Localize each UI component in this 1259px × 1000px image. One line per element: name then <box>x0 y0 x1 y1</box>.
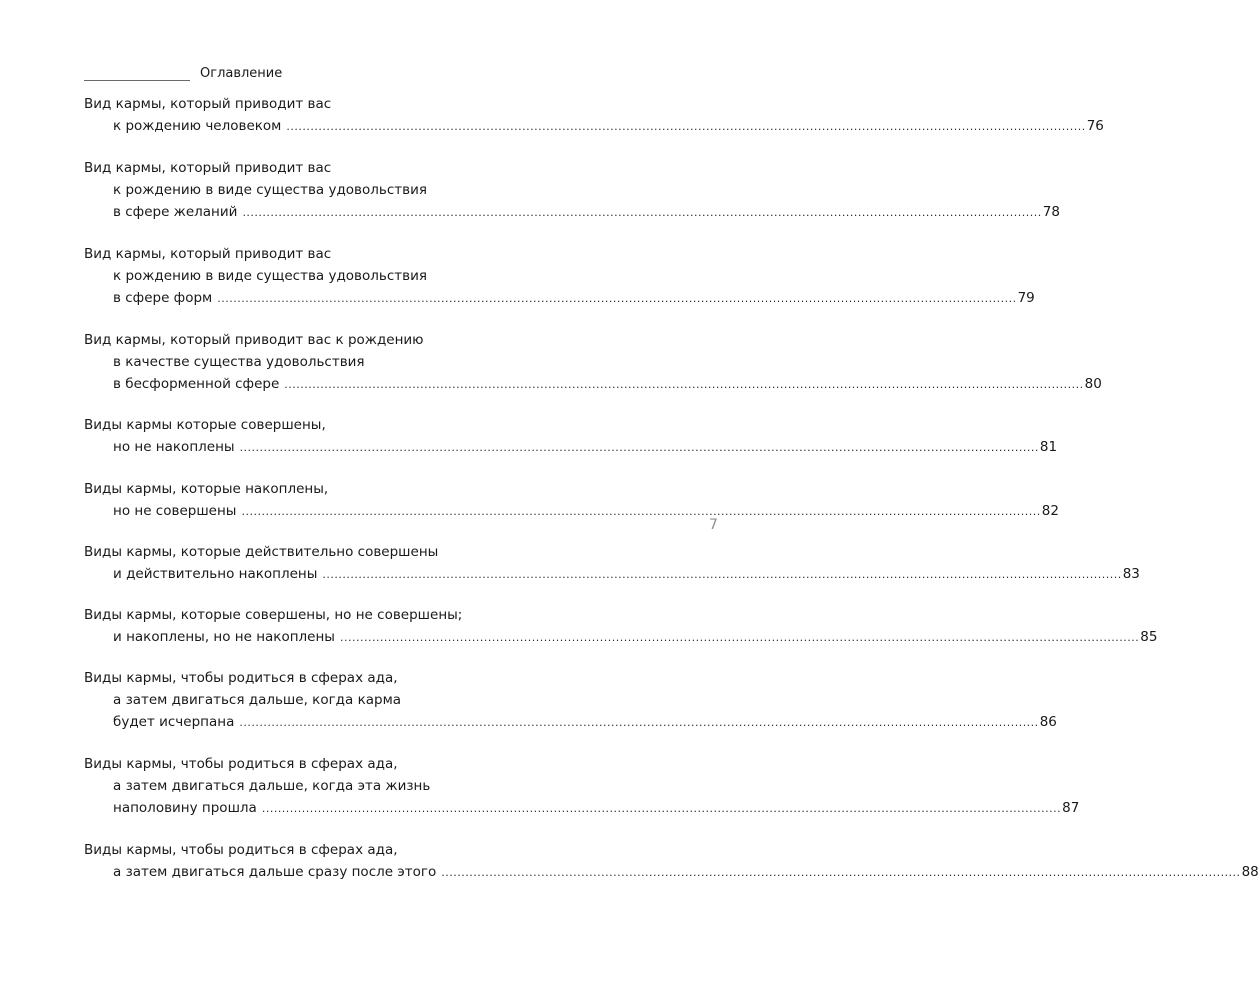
toc-entry-text: Виды кармы, чтобы родиться в сферах ада, <box>84 756 398 772</box>
toc-entry-text: будет исчерпана <box>113 714 235 730</box>
toc-entry-text: Вид кармы, который приводит вас <box>84 96 332 112</box>
toc-entry-line <box>84 775 636 797</box>
toc-entry-text: к рождению в виде существа удовольствия <box>113 268 428 284</box>
toc-entry-line <box>84 115 1104 137</box>
toc-entry-line <box>84 797 1080 819</box>
toc-page-number: 86 <box>1039 714 1057 730</box>
toc-page-number: 80 <box>1084 376 1102 392</box>
toc-entry-line <box>84 839 636 861</box>
toc-entry-line <box>84 711 1057 733</box>
running-header <box>84 64 282 84</box>
toc-entry-text: Виды кармы которые совершены, <box>84 417 326 433</box>
toc-entry-text: в качестве существа удовольствия <box>113 354 365 370</box>
toc-entry[interactable] <box>84 753 1080 819</box>
dot-leader: ........................................................................................................................................................................................................ <box>242 206 1042 219</box>
toc-entry-line <box>84 287 1035 309</box>
toc-entry-text: Вид кармы, который приводит вас к рождению <box>84 332 424 348</box>
toc-entry[interactable] <box>84 541 1140 585</box>
toc-entry-text: в сфере форм <box>113 290 213 306</box>
toc-entry-line <box>84 541 636 563</box>
dot-leader: ........................................................................................................................................................................................................ <box>239 716 1039 729</box>
toc-page-number: 83 <box>1122 566 1140 582</box>
toc-entry-text: в бесформенной сфере <box>113 376 280 392</box>
toc-entry-line <box>84 500 1059 522</box>
toc-entry-text: Вид кармы, который приводит вас <box>84 246 332 262</box>
dot-leader: ........................................................................................................................................................................................................ <box>239 441 1039 454</box>
dot-leader: ........................................................................................................................................................................................................ <box>217 292 1017 305</box>
toc-entry-line <box>84 861 1259 883</box>
toc-entry[interactable] <box>84 667 1057 733</box>
header-title: Оглавление <box>200 66 283 81</box>
toc-page-number: 79 <box>1017 290 1035 306</box>
toc-entry-line <box>84 626 1158 648</box>
toc-entry-line <box>84 329 636 351</box>
toc-entry-line <box>84 689 636 711</box>
toc-entry-text: Виды кармы, чтобы родиться в сферах ада, <box>84 670 398 686</box>
toc-page-number: 76 <box>1086 118 1104 134</box>
toc-entry-text: Виды кармы, которые накоплены, <box>84 481 329 497</box>
toc-entry-line <box>84 157 636 179</box>
header-rule <box>84 80 190 81</box>
dot-leader: ........................................................................................................................................................................................................ <box>241 505 1041 518</box>
toc-entry-line <box>84 667 636 689</box>
toc-entry-text: но не совершены <box>113 503 237 519</box>
toc-entry-line <box>84 436 1058 458</box>
toc-entry-line <box>84 351 636 373</box>
toc-entry-text: в сфере желаний <box>113 204 238 220</box>
toc-page-number: 82 <box>1041 503 1059 519</box>
toc-entry-text: а затем двигаться дальше сразу после этого <box>113 864 437 880</box>
toc-entry-text: Виды кармы, чтобы родиться в сферах ада, <box>84 842 398 858</box>
toc-page-number: 88 <box>1241 864 1259 880</box>
toc-entry-text: Вид кармы, который приводит вас <box>84 160 332 176</box>
toc-entry[interactable] <box>84 93 1104 137</box>
toc-entry[interactable] <box>84 604 1158 648</box>
toc-page-number: 78 <box>1042 204 1060 220</box>
toc-entry-line <box>84 93 636 115</box>
toc-entry-line <box>84 243 636 265</box>
dot-leader: ........................................................................................................................................................................................................ <box>286 120 1086 133</box>
toc-entry[interactable] <box>84 414 1058 458</box>
dot-leader: ........................................................................................................................................................................................................ <box>339 631 1140 644</box>
toc-page-number: 85 <box>1140 629 1158 645</box>
toc-entry-text: а затем двигаться дальше, когда карма <box>113 692 402 708</box>
toc-entry-line <box>84 201 1060 223</box>
toc-entry-text: Виды кармы, которые совершены, но не совершены; <box>84 607 463 623</box>
toc-page-number: 87 <box>1062 800 1080 816</box>
toc-entry-text: и накоплены, но не накоплены <box>113 629 335 645</box>
toc-entry-text: но не накоплены <box>113 439 235 455</box>
toc-entry-line <box>84 478 636 500</box>
toc-entry[interactable] <box>84 478 1059 522</box>
toc-entry[interactable] <box>84 243 1035 309</box>
toc-entry-text: к рождению в виде существа удовольствия <box>113 182 428 198</box>
toc-entry-text: к рождению человеком <box>113 118 282 134</box>
toc-entry[interactable] <box>84 329 1102 395</box>
toc-entry-text: и действительно накоплены <box>113 566 318 582</box>
dot-leader: ........................................................................................................................................................................................................ <box>261 802 1062 815</box>
toc-entry-line <box>84 373 1102 395</box>
toc-entry-line <box>84 604 636 626</box>
toc-entry[interactable] <box>84 839 1259 883</box>
toc-entry-line <box>84 414 636 436</box>
toc-entry[interactable] <box>84 157 1060 223</box>
dot-leader: ........................................................................................................................................................................................................ <box>322 568 1122 581</box>
dot-leader: ........................................................................................................................................................................................................ <box>284 378 1084 391</box>
toc-entry-text: а затем двигаться дальше, когда эта жизнь <box>113 778 431 794</box>
toc-entry-text: Виды кармы, которые действительно совершены <box>84 544 439 560</box>
toc-entry-line <box>84 563 1140 585</box>
toc-page-number: 81 <box>1039 439 1058 455</box>
toc-entry-line <box>84 753 636 775</box>
toc-entry-text: наполовину прошла <box>113 800 257 816</box>
toc-entry-line <box>84 265 636 287</box>
page-number: 7 <box>709 517 718 533</box>
dot-leader: ........................................................................................................................................................................................................ <box>441 866 1241 879</box>
toc-entry-line <box>84 179 636 201</box>
